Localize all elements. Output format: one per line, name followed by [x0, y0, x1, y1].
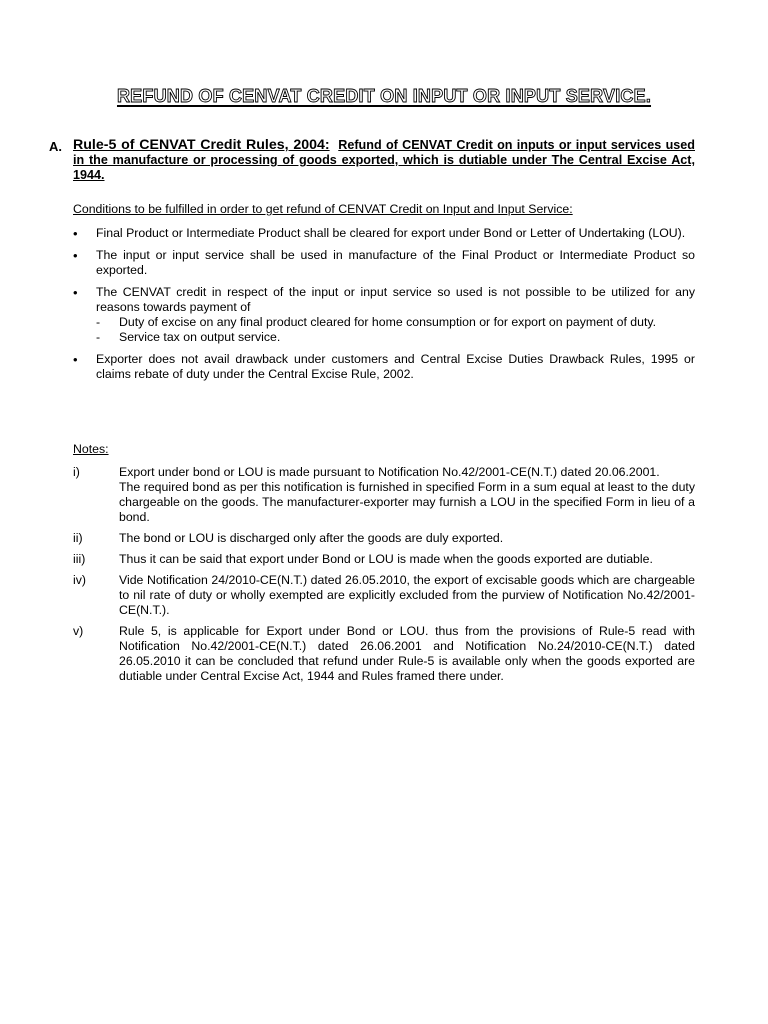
condition-text: Final Product or Intermediate Product shall be cleared for export under Bond or Letter of Undertaking (LOU).: [96, 226, 686, 240]
note-text: Rule 5, is applicable for Export under Bond or LOU. thus from the provisions of Rule-5 read with Notification No.42/2001-CE(N.T.) dated 26.06.2001 and Notification No.24/2010-CE(N.T.) dated 26.05.2010 it can be concluded that refund under Rule-5 is available only when the goods exported are dutiable under Central Excise Act, 1944 and Rules framed there under.: [119, 624, 695, 683]
section-letter: A.: [49, 139, 62, 154]
bullet-icon: •: [73, 248, 78, 263]
condition-text: The CENVAT credit in respect of the input or input service so used is not possible to be utilized for any reasons towards payment of: [96, 285, 695, 314]
section-heading: [73, 138, 695, 183]
dash-icon: -: [96, 330, 101, 344]
condition-item: [73, 352, 695, 382]
condition-item: [73, 226, 695, 241]
condition-subitem: [96, 330, 695, 345]
conditions-title: Conditions to be fulfilled in order to get refund of CENVAT Credit on Input and Input Service:: [73, 202, 573, 216]
note-item: [73, 624, 695, 684]
note-number: iv): [73, 573, 86, 587]
note-number: i): [73, 465, 80, 479]
bullet-icon: •: [73, 285, 78, 300]
note-number: ii): [73, 531, 83, 545]
dash-icon: -: [96, 315, 101, 329]
note-text: Vide Notification 24/2010-CE(N.T.) dated 26.05.2010, the export of excisable goods which are chargeable to nil rate of duty or wholly exempted are explicitly excluded from the purview of Notification No.42/2001-CE(N.T.).: [119, 573, 695, 617]
note-item: [73, 573, 695, 618]
notes-list: [73, 465, 695, 690]
notes-title: Notes:: [73, 442, 109, 456]
note-text: The bond or LOU is discharged only after the goods are duly exported.: [119, 531, 504, 545]
note-item: [73, 465, 695, 525]
note-item: [73, 531, 695, 546]
condition-text: Exporter does not avail drawback under customers and Central Excise Duties Drawback Rules, 1995 or claims rebate of duty under the Central Excise Rule, 2002.: [96, 352, 695, 381]
note-text: The required bond as per this notification is furnished in specified Form in a sum equal at least to the duty chargeable on the goods. The manufacturer-exporter may furnish a LOU in the specified Form in lieu of a bond.: [119, 480, 695, 524]
condition-item: [73, 248, 695, 278]
condition-item: [73, 285, 695, 345]
section-description: Refund of CENVAT Credit on inputs or input services used in the manufacture or processing of goods exported, which is dutiable under The Central Excise Act, 1944.: [73, 138, 695, 182]
condition-subitem-text: Duty of excise on any final product cleared for home consumption or for export on payment of duty.: [119, 315, 657, 329]
condition-subitem-text: Service tax on output service.: [119, 330, 281, 344]
note-text: Export under bond or LOU is made pursuant to Notification No.42/2001-CE(N.T.) dated 20.06.2001.: [119, 465, 660, 479]
bullet-icon: •: [73, 352, 78, 367]
condition-text: The input or input service shall be used in manufacture of the Final Product or Intermediate Product so exported.: [96, 248, 695, 277]
bullet-icon: •: [73, 226, 78, 241]
note-text: Thus it can be said that export under Bond or LOU is made when the goods exported are dutiable.: [119, 552, 653, 566]
condition-subitem: [96, 315, 695, 330]
note-number: iii): [73, 552, 86, 566]
section-rule: Rule-5 of CENVAT Credit Rules, 2004:: [73, 137, 330, 153]
note-item: [73, 552, 695, 567]
condition-sublist: [96, 315, 695, 345]
document-title: REFUND OF CENVAT CREDIT ON INPUT OR INPUT SERVICE.: [116, 86, 652, 106]
note-number: v): [73, 624, 84, 638]
conditions-list: [73, 226, 695, 389]
